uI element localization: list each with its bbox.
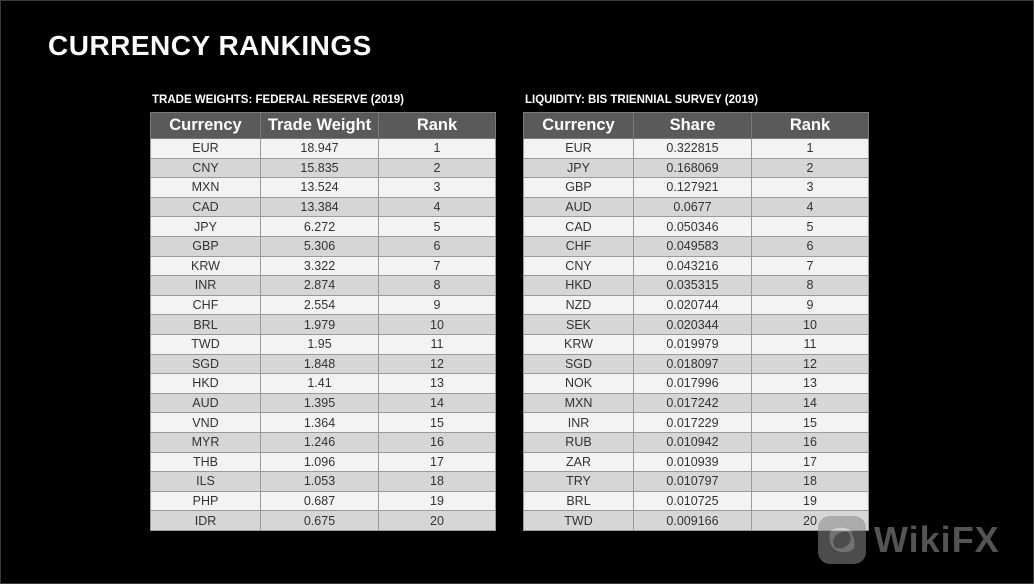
table-row	[524, 334, 869, 354]
table-row	[524, 374, 869, 394]
rank-cell: 4	[752, 197, 869, 217]
table-row	[524, 354, 869, 374]
trade-weights-body	[151, 139, 496, 531]
currency-cell: CHF	[151, 295, 261, 315]
table-row	[151, 374, 496, 394]
table-row	[524, 139, 869, 159]
rank-cell: 16	[379, 432, 496, 452]
value-cell: 0.020744	[634, 295, 752, 315]
value-cell: 1.979	[261, 315, 379, 335]
rank-cell: 8	[379, 276, 496, 296]
currency-cell: SGD	[524, 354, 634, 374]
header-share: Share	[634, 113, 752, 139]
rank-cell: 4	[379, 197, 496, 217]
value-cell: 0.687	[261, 491, 379, 511]
rank-cell: 5	[752, 217, 869, 237]
table-row	[524, 491, 869, 511]
rank-cell: 6	[752, 236, 869, 256]
table-row	[524, 276, 869, 296]
table-row	[151, 354, 496, 374]
currency-cell: GBP	[524, 178, 634, 198]
rank-cell: 13	[752, 374, 869, 394]
value-cell: 0.035315	[634, 276, 752, 296]
value-cell: 2.874	[261, 276, 379, 296]
rank-cell: 20	[752, 511, 869, 531]
value-cell: 1.364	[261, 413, 379, 433]
currency-cell: JPY	[151, 217, 261, 237]
table-row	[151, 217, 496, 237]
value-cell: 0.017996	[634, 374, 752, 394]
currency-cell: NOK	[524, 374, 634, 394]
currency-cell: THB	[151, 452, 261, 472]
value-cell: 1.395	[261, 393, 379, 413]
table-row	[151, 452, 496, 472]
rank-cell: 16	[752, 432, 869, 452]
value-cell: 3.322	[261, 256, 379, 276]
currency-cell: EUR	[524, 139, 634, 159]
rank-cell: 15	[379, 413, 496, 433]
rank-cell: 5	[379, 217, 496, 237]
value-cell: 6.272	[261, 217, 379, 237]
value-cell: 13.524	[261, 178, 379, 198]
liquidity-caption: LIQUIDITY: BIS TRIENNIAL SURVEY (2019)	[525, 94, 759, 106]
currency-cell: IDR	[151, 511, 261, 531]
value-cell: 0.168069	[634, 158, 752, 178]
rank-cell: 18	[752, 472, 869, 492]
currency-cell: TRY	[524, 472, 634, 492]
table-row	[524, 178, 869, 198]
rank-cell: 2	[379, 158, 496, 178]
table-row	[151, 178, 496, 198]
value-cell: 1.096	[261, 452, 379, 472]
currency-cell: MXN	[151, 178, 261, 198]
currency-cell: SGD	[151, 354, 261, 374]
rank-cell: 13	[379, 374, 496, 394]
liquidity-table	[523, 112, 869, 531]
value-cell: 0.010939	[634, 452, 752, 472]
currency-cell: KRW	[151, 256, 261, 276]
rank-cell: 12	[752, 354, 869, 374]
value-cell: 0.018097	[634, 354, 752, 374]
currency-cell: TWD	[524, 511, 634, 531]
value-cell: 0.010725	[634, 491, 752, 511]
rank-cell: 2	[752, 158, 869, 178]
rank-cell: 10	[752, 315, 869, 335]
trade-weights-table	[150, 112, 496, 531]
currency-cell: GBP	[151, 236, 261, 256]
value-cell: 1.246	[261, 432, 379, 452]
currency-cell: ILS	[151, 472, 261, 492]
table-row	[524, 158, 869, 178]
value-cell: 0.017229	[634, 413, 752, 433]
rank-cell: 20	[379, 511, 496, 531]
currency-cell: INR	[151, 276, 261, 296]
currency-cell: NZD	[524, 295, 634, 315]
table-row	[151, 236, 496, 256]
rank-cell: 3	[752, 178, 869, 198]
rank-cell: 9	[752, 295, 869, 315]
rank-cell: 17	[379, 452, 496, 472]
rank-cell: 14	[752, 393, 869, 413]
table-row	[524, 217, 869, 237]
value-cell: 2.554	[261, 295, 379, 315]
table-row	[151, 472, 496, 492]
currency-cell: CAD	[524, 217, 634, 237]
rank-cell: 19	[379, 491, 496, 511]
page-title: CURRENCY RANKINGS	[48, 30, 372, 61]
value-cell: 5.306	[261, 236, 379, 256]
rank-cell: 10	[379, 315, 496, 335]
table-row	[524, 256, 869, 276]
value-cell: 0.010797	[634, 472, 752, 492]
rank-cell: 1	[752, 139, 869, 159]
currency-cell: CAD	[151, 197, 261, 217]
currency-cell: KRW	[524, 334, 634, 354]
currency-cell: PHP	[151, 491, 261, 511]
rank-cell: 12	[379, 354, 496, 374]
rank-cell: 1	[379, 139, 496, 159]
wikifx-logo-icon	[818, 516, 866, 564]
rank-cell: 9	[379, 295, 496, 315]
rank-cell: 18	[379, 472, 496, 492]
table-row	[524, 315, 869, 335]
table-row	[524, 472, 869, 492]
rank-cell: 7	[752, 256, 869, 276]
value-cell: 0.675	[261, 511, 379, 531]
value-cell: 0.009166	[634, 511, 752, 531]
currency-cell: CHF	[524, 236, 634, 256]
value-cell: 0.0677	[634, 197, 752, 217]
header-currency: Currency	[151, 113, 261, 139]
table-row	[524, 511, 869, 531]
currency-cell: BRL	[524, 491, 634, 511]
value-cell: 0.050346	[634, 217, 752, 237]
header-rank: Rank	[752, 113, 869, 139]
value-cell: 1.41	[261, 374, 379, 394]
currency-cell: HKD	[524, 276, 634, 296]
currency-cell: INR	[524, 413, 634, 433]
currency-cell: AUD	[151, 393, 261, 413]
currency-cell: AUD	[524, 197, 634, 217]
header-trade-weight: Trade Weight	[261, 113, 379, 139]
value-cell: 0.127921	[634, 178, 752, 198]
value-cell: 15.835	[261, 158, 379, 178]
table-row	[524, 393, 869, 413]
table-row	[151, 276, 496, 296]
value-cell: 1.848	[261, 354, 379, 374]
table-row	[524, 432, 869, 452]
value-cell: 0.020344	[634, 315, 752, 335]
table-row	[151, 295, 496, 315]
rank-cell: 3	[379, 178, 496, 198]
trade-weights-section	[150, 92, 495, 531]
table-row	[524, 197, 869, 217]
liquidity-body	[524, 139, 869, 531]
table-row	[151, 139, 496, 159]
value-cell: 1.95	[261, 334, 379, 354]
header-currency: Currency	[524, 113, 634, 139]
value-cell: 0.322815	[634, 139, 752, 159]
watermark	[818, 514, 1000, 566]
table-row	[151, 315, 496, 335]
trade-weights-caption: TRADE WEIGHTS: FEDERAL RESERVE (2019)	[152, 94, 404, 106]
currency-cell: TWD	[151, 334, 261, 354]
table-row	[151, 432, 496, 452]
value-cell: 1.053	[261, 472, 379, 492]
table-row	[524, 452, 869, 472]
rank-cell: 6	[379, 236, 496, 256]
rank-cell: 11	[752, 334, 869, 354]
value-cell: 0.043216	[634, 256, 752, 276]
liquidity-section	[523, 92, 868, 531]
table-row	[524, 236, 869, 256]
rank-cell: 14	[379, 393, 496, 413]
header-rank: Rank	[379, 113, 496, 139]
currency-cell: ZAR	[524, 452, 634, 472]
currency-cell: CNY	[151, 158, 261, 178]
table-row	[151, 334, 496, 354]
table-row	[151, 197, 496, 217]
currency-cell: BRL	[151, 315, 261, 335]
value-cell: 0.017242	[634, 393, 752, 413]
value-cell: 0.049583	[634, 236, 752, 256]
table-row	[524, 295, 869, 315]
currency-cell: VND	[151, 413, 261, 433]
currency-cell: CNY	[524, 256, 634, 276]
value-cell: 0.019979	[634, 334, 752, 354]
currency-cell: EUR	[151, 139, 261, 159]
currency-cell: JPY	[524, 158, 634, 178]
rank-cell: 17	[752, 452, 869, 472]
table-header-row	[151, 113, 496, 139]
rank-cell: 8	[752, 276, 869, 296]
currency-cell: SEK	[524, 315, 634, 335]
value-cell: 13.384	[261, 197, 379, 217]
table-row	[151, 491, 496, 511]
value-cell: 18.947	[261, 139, 379, 159]
currency-cell: RUB	[524, 432, 634, 452]
rank-cell: 7	[379, 256, 496, 276]
table-header-row	[524, 113, 869, 139]
rank-cell: 19	[752, 491, 869, 511]
currency-cell: MXN	[524, 393, 634, 413]
rank-cell: 15	[752, 413, 869, 433]
watermark-text: WikiFX	[874, 519, 1000, 560]
value-cell: 0.010942	[634, 432, 752, 452]
currency-cell: MYR	[151, 432, 261, 452]
currency-cell: HKD	[151, 374, 261, 394]
table-row	[151, 393, 496, 413]
rank-cell: 11	[379, 334, 496, 354]
table-row	[151, 158, 496, 178]
table-row	[151, 256, 496, 276]
table-row	[151, 511, 496, 531]
table-row	[151, 413, 496, 433]
table-row	[524, 413, 869, 433]
